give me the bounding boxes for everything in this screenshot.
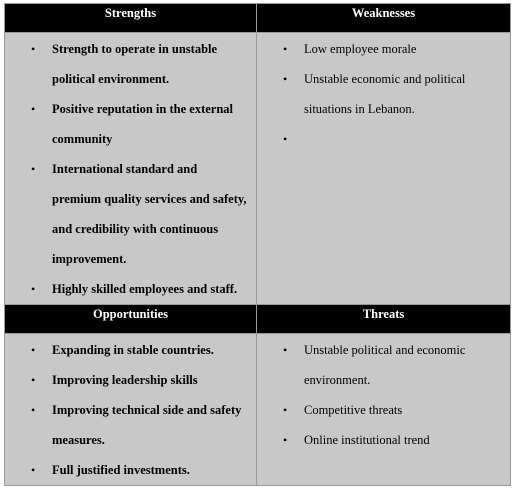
swot-content-row-top [5,33,511,305]
swot-table [4,3,511,486]
strengths-header: Strengths [5,4,257,33]
list-item-text: Improving technical side and safety measures. [52,403,242,447]
swot-header-row-bottom [5,305,511,334]
bullet-icon: • [31,42,36,56]
list-item [257,64,504,124]
list-item [5,34,250,94]
bullet-icon: • [31,463,36,477]
opportunities-cell [5,334,257,486]
bullet-icon: • [31,373,36,387]
list-item-text: Strength to operate in unstable political environment. [52,42,218,86]
list-item-text: Full justified investments. [52,463,190,477]
bullet-icon: • [283,72,288,86]
list-item-text: Unstable political and economic environment. [304,343,466,387]
list-item-text: Low employee morale [304,42,417,56]
list-item-text: Competitive threats [304,403,403,417]
list-item [5,455,250,485]
threats-list [257,334,510,455]
swot-header-row-top [5,4,511,33]
bullet-icon: • [31,102,36,116]
list-item-text: Unstable economic and political situations in Lebanon. [304,72,466,116]
list-item [5,395,250,455]
weaknesses-cell [257,33,511,305]
list-item-text: Expanding in stable countries. [52,343,214,357]
threats-header: Threats [257,305,511,334]
list-item-text: Highly skilled employees and staff. [52,282,238,296]
list-item [5,335,250,365]
strengths-cell [5,33,257,305]
bullet-icon: • [283,132,288,146]
opportunities-list [5,334,256,485]
bullet-icon: • [31,343,36,357]
swot-content-row-bottom [5,334,511,486]
list-item-text: Improving leadership skills [52,373,198,387]
list-item [257,395,504,425]
bullet-icon: • [31,282,36,296]
bullet-icon: • [283,433,288,447]
weaknesses-header: Weaknesses [257,4,511,33]
threats-cell [257,334,511,486]
weaknesses-list [257,33,510,154]
list-item [257,335,504,395]
list-item [5,365,250,395]
bullet-icon: • [283,42,288,56]
bullet-icon: • [283,343,288,357]
list-item-text: Positive reputation in the external community [52,102,233,146]
bullet-icon: • [31,403,36,417]
opportunities-header: Opportunities [5,305,257,334]
list-item-text: International standard and premium quality services and safety, and credibility with continuous improvement. [52,162,247,266]
list-item [5,154,250,274]
bullet-icon: • [283,403,288,417]
bullet-icon: • [31,162,36,176]
list-item [257,425,504,455]
strengths-list [5,33,256,304]
list-item [5,94,250,154]
list-item [257,124,504,154]
list-item [257,34,504,64]
list-item-text: Online institutional trend [304,433,430,447]
list-item [5,274,250,304]
